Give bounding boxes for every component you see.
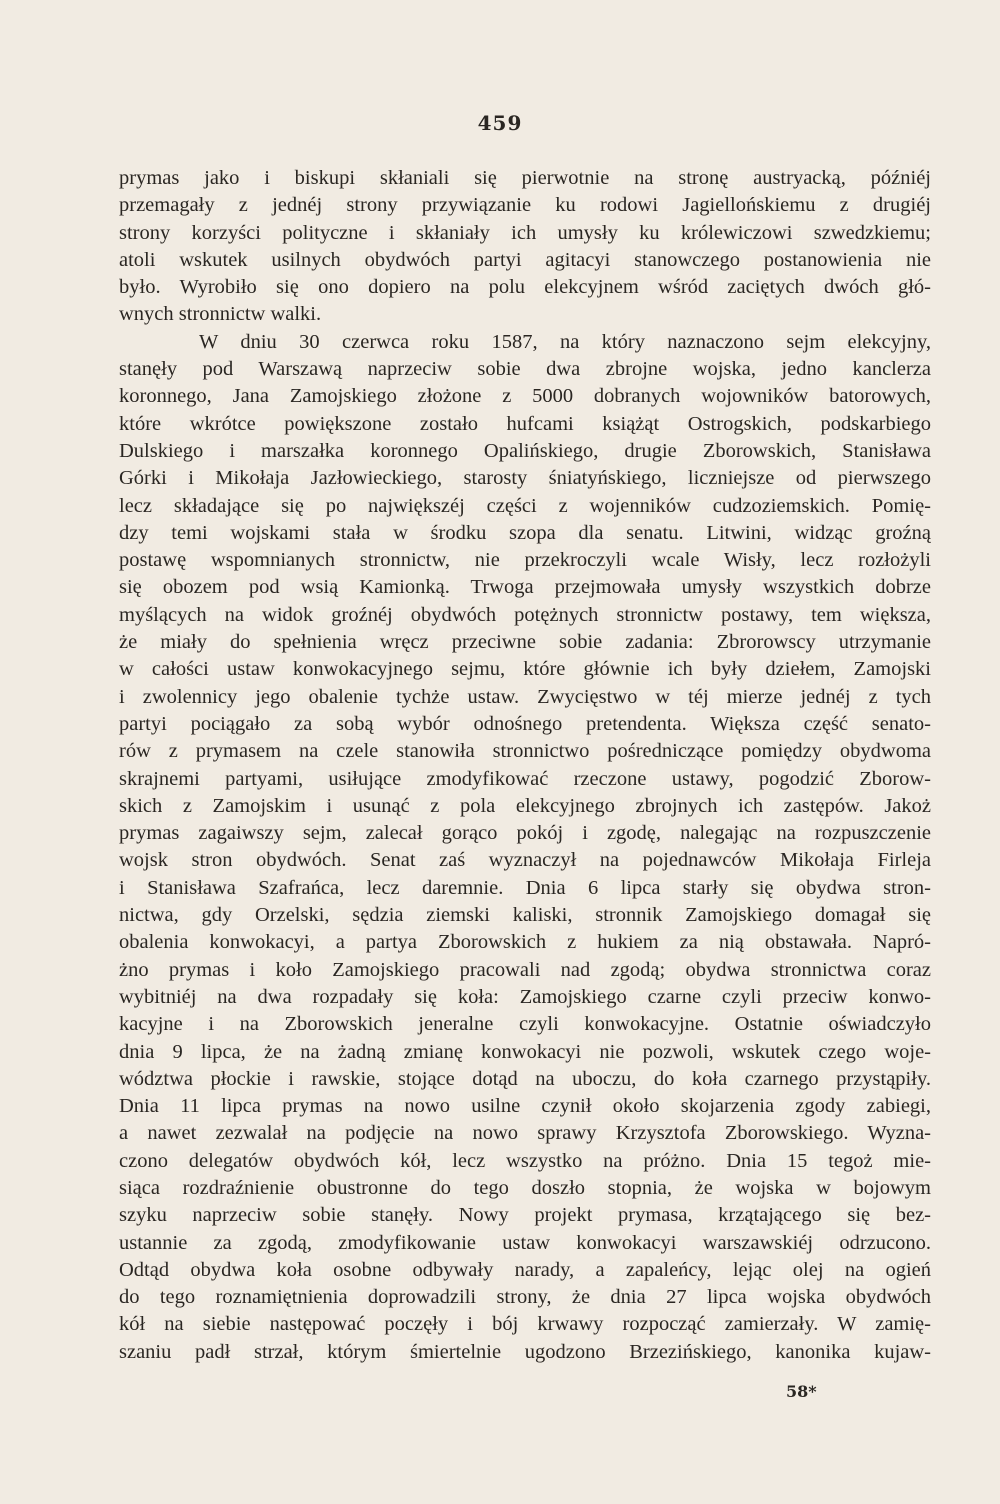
text-line: wybitniéj na dwa rozpadały się koła: Zamojskiego czarne czyli przeciw konwo- [119, 985, 931, 1008]
text-line: W dniu 30 czerwca roku 1587, na który naznaczono sejm elekcyjny, [199, 330, 931, 353]
text-line: wnych stronnictw walki. [119, 303, 322, 326]
text-line: do tego roznamiętnienia doprowadzili strony, że dnia 27 lipca wojska obydwóch [119, 1286, 931, 1309]
text-line: szyku naprzeciw sobie stanęły. Nowy projekt prymasa, krzątającego się bez- [119, 1204, 931, 1227]
text-line: a nawet zezwalał na podjęcie na nowo sprawy Krzysztofa Zborowskiego. Wyzna- [119, 1122, 931, 1145]
text-line: i zwolennicy jego obalenie tychże ustaw. Zwycięstwo w téj mierze jednéj z tych [119, 685, 931, 708]
text-line: koronnego, Jana Zamojskiego złożone z 5000 dobranych wojowników batorowych, [119, 385, 931, 408]
text-line: w całości ustaw konwokacyjnego sejmu, które głównie ich były dziełem, Zamojski [119, 658, 931, 681]
text-line: prymas jako i biskupi skłaniali się pierwotnie na stronę austryacką, późniéj [119, 167, 931, 189]
text-line: Odtąd obydwa koła osobne odbywały narady, a zapaleńcy, lejąc olej na ogień [119, 1258, 931, 1281]
text-line: ustannie za zgodą, zmodyfikowanie ustaw konwokacyi warszawskiéj odrzucono. [119, 1231, 931, 1254]
text-line: przemagały z jednéj strony przywiązanie ku rodowi Jagiellońskiemu z drugiéj [119, 194, 931, 217]
text-line: myślących na widok groźnéj obydwóch potężnych stronnictw postawy, tem większa, [119, 603, 931, 626]
text-line: wojsk stron obydwóch. Senat zaś wyznaczył na pojednawców Mikołaja Firleja [119, 849, 931, 872]
text-line: stanęły pod Warszawą naprzeciw sobie dwa zbrojne wojska, jedno kanclerza [119, 358, 931, 381]
text-line: siąca rozdraźnienie obustronne do tego doszło stopnia, że wojska w bojowym [119, 1176, 931, 1199]
text-line: Dulskiego i marszałka koronnego Opalińskiego, drugie Zborowskich, Stanisława [119, 439, 931, 462]
text-line: skrajnemi partyami, usiłujące zmodyfikować rzeczone ustawy, pogodzić Zborow- [119, 767, 931, 790]
text-line: i Stanisława Szafrańca, lecz daremnie. Dnia 6 lipca starły się obydwa stron- [119, 876, 931, 899]
text-line: kół na siebie następować poczęły i bój krwawy rozpocząć zamierzały. W zamię- [119, 1313, 931, 1336]
text-line: partyi pociągało za sobą wybór odnośnego pretendenta. Większa część senato- [119, 712, 931, 735]
text-line: czono delegatów obydwóch kół, lecz wszystko na próżno. Dnia 15 tegoż mie- [119, 1149, 931, 1172]
text-line: było. Wyrobiło się ono dopiero na polu elekcyjnem wśród zaciętych dwóch głó- [119, 276, 931, 299]
text-line: rów z prymasem na czele stanowiła stronnictwo pośredniczące pomiędzy obydwoma [119, 740, 931, 763]
text-line: które wkrótce powiększone zostało hufcami książąt Ostrogskich, podskarbiego [119, 412, 931, 435]
text-line: postawę wspomnianych stronnictw, nie przekroczyli wcale Wisły, lecz rozłożyli [119, 549, 931, 572]
text-line: dzy temi wojskami stała w środku szopa dla senatu. Litwini, widząc groźną [119, 521, 931, 544]
page-number: 459 [477, 111, 523, 135]
text-line: Dnia 11 lipca prymas na nowo usilne czynił około skojarzenia zgody zabiegi, [119, 1095, 931, 1118]
text-line: strony korzyści polityczne i skłaniały ich umysły ku królewiczowi szwedzkiemu; [119, 221, 931, 244]
text-line: obalenia konwokacyi, a partya Zborowskich z hukiem za nią obstawała. Napró- [119, 931, 931, 954]
text-line: żno prymas i koło Zamojskiego pracowali nad zgodą; obydwa stronnictwa coraz [119, 958, 931, 981]
text-line: atoli wskutek usilnych obydwóch partyi agitacyi stanowczego postanowienia nie [119, 248, 931, 271]
text-line: Górki i Mikołaja Jazłowieckiego, starosty śniatyńskiego, liczniejsze od pierwszego [119, 467, 931, 490]
text-line: nictwa, gdy Orzelski, sędzia ziemski kaliski, stronnik Zamojskiego domagał się [119, 904, 931, 927]
text-line: dnia 9 lipca, że na żadną zmianę konwokacyi nie pozwoli, wskutek czego woje- [119, 1040, 931, 1063]
text-line: lecz składające się po największéj części z wojenników cudzoziemskich. Pomię- [119, 494, 931, 517]
printer-signature-mark: 58* [786, 1382, 817, 1401]
text-line: skich z Zamojskim i usunąć z pola elekcyjnego zbrojnych ich zastępów. Jakoż [119, 794, 931, 817]
text-line: prymas zagaiwszy sejm, zalecał gorąco pokój i zgodę, nalegając na rozpuszczenie [119, 822, 931, 845]
text-line: że miały do spełnienia wręcz przeciwne sobie zadania: Zbrorowscy utrzymanie [119, 631, 931, 654]
body-text [119, 165, 931, 1366]
text-line: wództwa płockie i rawskie, stojące dotąd na uboczu, do koła czarnego przystąpiły. [119, 1067, 931, 1090]
text-line: się obozem pod wsią Kamionką. Trwoga przejmowała umysły wszystkich dobrze [119, 576, 931, 599]
text-line: kacyjne i na Zborowskich jeneralne czyli konwokacyjne. Ostatnie oświadczyło [119, 1013, 931, 1036]
text-line: szaniu padł strzał, którym śmiertelnie ugodzono Brzezińskiego, kanonika kujaw- [119, 1340, 931, 1363]
